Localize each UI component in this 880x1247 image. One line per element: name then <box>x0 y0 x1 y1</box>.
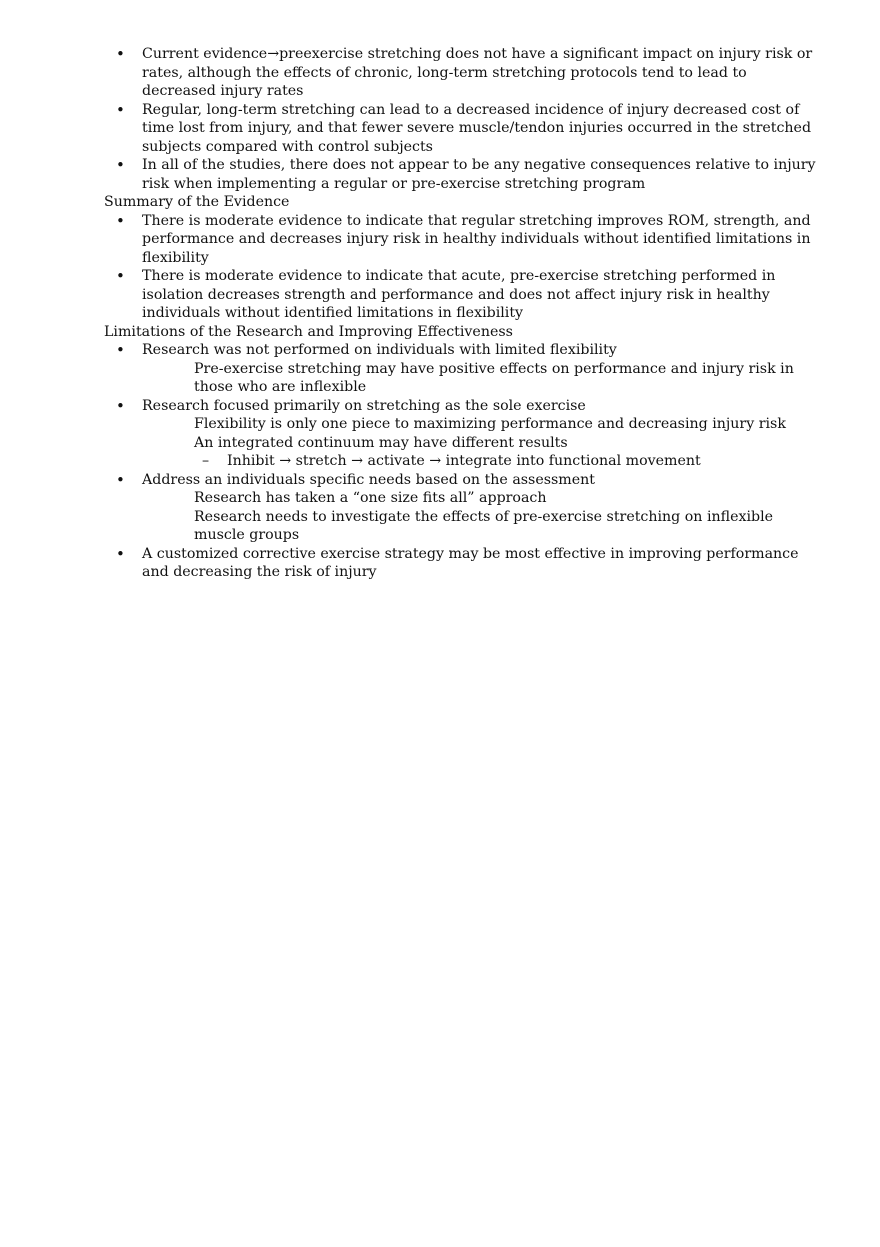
list-item-text: An integrated continuum may have different results <box>194 434 568 451</box>
list-item <box>0 545 880 582</box>
bullet-icon: • <box>116 396 125 415</box>
list-item-text: Current evidence→preexercise stretching does not have a significant impact on injury risk or rates, although the effects of chronic, long-term stretching protocols tend to lead to decreased injury rates <box>142 46 813 99</box>
list-item-text: Pre-exercise stretching may have positive effects on performance and injury risk in those who are inflexible <box>194 360 794 395</box>
section-heading <box>0 323 880 342</box>
dash-bullet-icon: – <box>202 453 210 469</box>
list-item <box>0 45 880 101</box>
section-heading <box>0 193 880 212</box>
bullet-icon: • <box>116 211 125 230</box>
list-item-text: Research focused primarily on stretching as the sole exercise <box>142 397 586 414</box>
list-item <box>0 508 880 545</box>
list-item <box>0 156 880 193</box>
bullet-icon: • <box>116 544 125 563</box>
list-item <box>0 452 880 471</box>
list-item <box>0 471 880 490</box>
list-item-text: Research was not performed on individuals with limited flexibility <box>142 342 617 358</box>
list-item <box>0 434 880 453</box>
list-item-text: A customized corrective exercise strategy may be most effective in improving performance and decreasing the risk of injury <box>142 545 799 580</box>
list-item <box>0 489 880 508</box>
bullet-icon: • <box>116 100 125 119</box>
bullet-icon: • <box>116 156 125 174</box>
list-item-text: Research has taken a “one size fits all” approach <box>194 490 547 506</box>
list-item-text: There is moderate evidence to indicate that regular stretching improves ROM, strength, and performance and decreases injury risk in healthy individuals without identified limitations in flexibility <box>142 212 811 266</box>
list-item <box>0 341 880 360</box>
list-item-text: Inhibit → stretch → activate → integrate into functional movement <box>227 453 701 469</box>
list-item <box>0 212 880 268</box>
list-item <box>0 397 880 416</box>
list-item <box>0 267 880 323</box>
list-item <box>0 415 880 434</box>
section-heading-text: Limitations of the Research and Improving Effectiveness <box>104 323 513 340</box>
list-item <box>0 101 880 157</box>
list-item-text: Regular, long-term stretching can lead to a decreased incidence of injury decreased cost of time lost from injury, and that fewer severe muscle/tendon injuries occurred in the stretched subjects compared with control subjects <box>142 101 812 155</box>
bullet-icon: • <box>116 341 125 359</box>
bullet-icon: • <box>116 470 125 489</box>
list-item-text: Address an individuals specific needs based on the assessment <box>142 471 595 488</box>
list-item-text: Research needs to investigate the effects of pre-exercise stretching on inflexible muscle groups <box>194 508 774 543</box>
outline-list <box>0 45 880 582</box>
bullet-icon: • <box>116 45 125 63</box>
bullet-icon: • <box>116 267 125 285</box>
list-item-text: Flexibility is only one piece to maximizing performance and decreasing injury risk <box>194 416 786 432</box>
section-heading-text: Summary of the Evidence <box>104 194 290 210</box>
list-item-text: There is moderate evidence to indicate that acute, pre-exercise stretching performed in isolation decreases strength and performance and does not affect injury risk in healthy individuals without identified limitations in flexibility <box>142 268 776 321</box>
list-item <box>0 360 880 397</box>
list-item-text: In all of the studies, there does not appear to be any negative consequences relative to injury risk when implementing a regular or pre-exercise stretching program <box>142 157 816 192</box>
